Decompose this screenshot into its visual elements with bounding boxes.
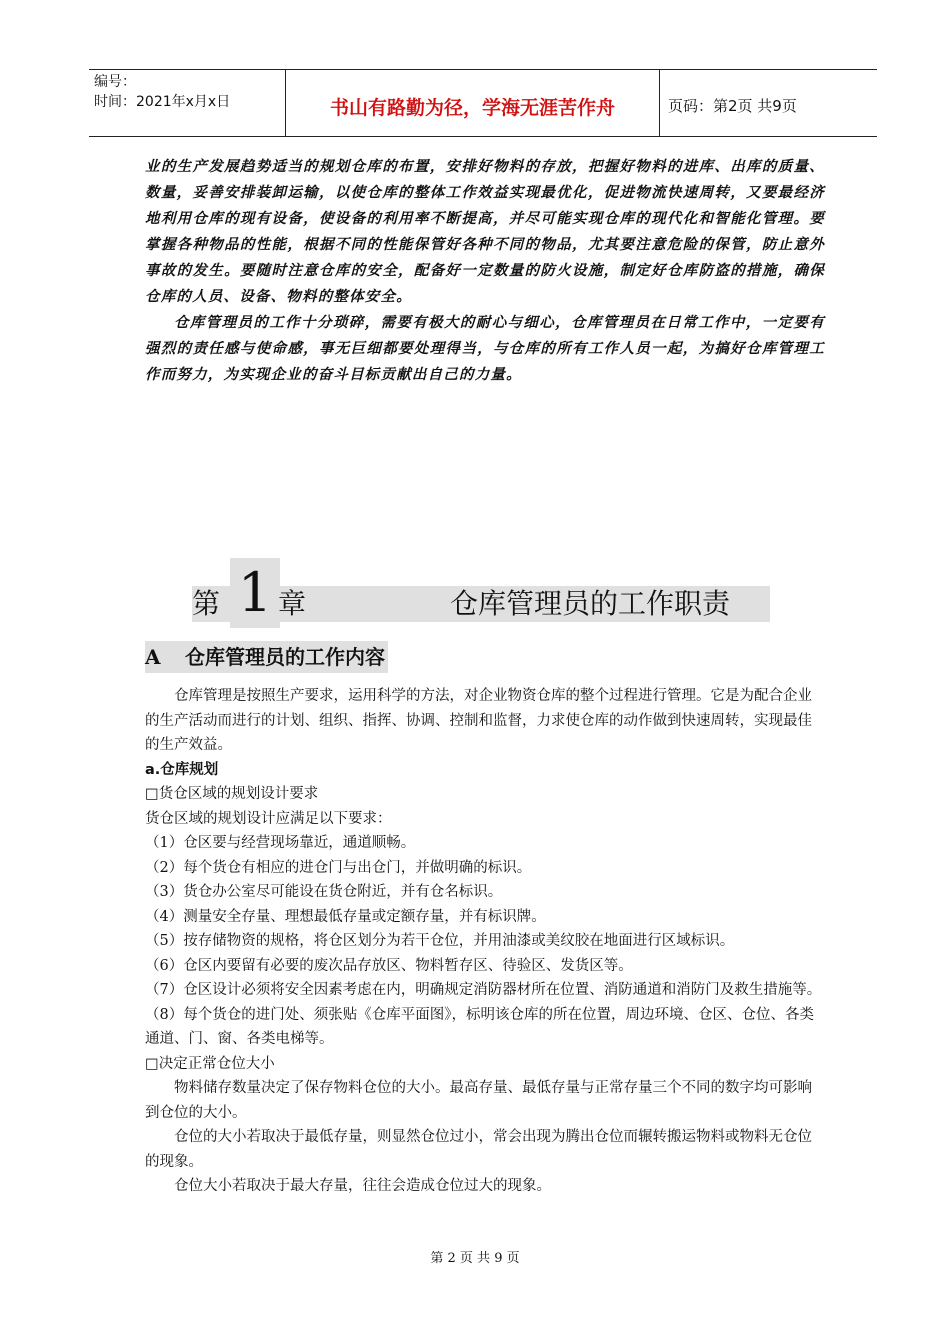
sub-heading: a.仓库规划 [145, 761, 219, 778]
time-label: 时间：2021年x月x日 [94, 94, 231, 110]
section-title: 仓库管理员的工作内容 [185, 645, 385, 669]
header-motto: 书山有路勤为径，学海无涯苦作舟 [286, 70, 660, 136]
chapter-suffix: 章 [278, 587, 307, 620]
page-footer: 第 2 页 共 9 页 [430, 1251, 520, 1266]
paragraph-3: 仓位大小若取决于最大存量，往往会造成仓位过大的现象。 [174, 1178, 551, 1194]
bullet-2: □决定正常仓位大小 [145, 1055, 275, 1072]
body-text [145, 684, 825, 1199]
chapter-title: 仓库管理员的工作职责 [450, 587, 731, 620]
list-item: （3）货仓办公室尽可能设在货仓附近，并有仓名标识。 [145, 884, 503, 900]
page-header [89, 69, 877, 137]
intro-paragraph-1: 业的生产发展趋势适当的规划仓库的布置，安排好物料的存放，把握好物料的进库、出库的质量、数量，妥善安排装卸运输，以使仓库的整体工作效益实现最优化，促进物流快速周转，又要最经济地利用仓库的现有设备，使设备的利用率不断提高，并尽可能实现仓库的现代化和智能化管理。要掌握各种物品的性能，根据不同的性能保管好各种不同的物品，尤其要注意危险的保管，防止意外事故的发生。要随时注意仓库的安全，配备好一定数量的防火设施，制定好仓库防盗的措施，确保仓库的人员、设备、物料的整体安全。 [145, 159, 825, 305]
intro-paragraph-2: 仓库管理员的工作十分琐碎，需要有极大的耐心与细心，仓库管理员在日常工作中，一定要有强烈的责任感与使命感，事无巨细都要处理得当，与仓库的所有工作人员一起，为搞好仓库管理工作而努力，为实现企业的奋斗目标贡献出自己的力量。 [145, 315, 825, 383]
header-page-info: 页码：第2页 共9页 [668, 96, 797, 115]
paragraph-1: 物料储存数量决定了保存物料仓位的大小。最高存量、最低存量与正常存量三个不同的数字均可影响到仓位的大小。 [145, 1080, 812, 1121]
list-item: （5）按存储物资的规格，将仓区划分为若干仓位，并用油漆或美纹胶在地面进行区域标识。 [145, 933, 735, 949]
list-item: （7）仓区设计必须将安全因素考虑在内，明确规定消防器材所在位置、消防通道和消防门及救生措施等。 [145, 982, 822, 998]
list-item: （1）仓区要与经营现场靠近，通道顺畅。 [145, 835, 416, 851]
requirements-intro: 货仓区域的规划设计应满足以下要求： [145, 810, 392, 827]
chapter-number: 1 [237, 561, 273, 624]
section-heading [145, 641, 388, 673]
chapter-prefix: 第 [192, 587, 221, 620]
lead-paragraph: 仓库管理是按照生产要求，运用科学的方法，对企业物资仓库的整个过程进行管理。它是为配合企业的生产活动而进行的计划、组织、指挥、协调、控制和监督，力求使仓库的动作做到快速周转，实现最佳的生产效益。 [145, 688, 812, 753]
number-label: 编号： [94, 74, 136, 90]
paragraph-2: 仓位的大小若取决于最低存量，则显然仓位过小，常会出现为腾出仓位而辗转搬运物料或物料无仓位的现象。 [145, 1129, 812, 1170]
section-letter: A [145, 645, 161, 669]
list-item: （4）测量安全存量、理想最低存量或定额存量，并有标识牌。 [145, 908, 546, 925]
list-item: （2）每个货仓有相应的进仓门与出仓门，并做明确的标识。 [145, 859, 532, 876]
list-item: （8）每个货仓的进门处、须张贴《仓库平面图》，标明该仓库的所在位置，周边环境、仓区、仓位、各类通道、门、窗、各类电梯等。 [145, 1006, 814, 1047]
header-meta [89, 70, 286, 136]
bullet-1: □货仓区域的规划设计要求 [145, 786, 319, 802]
chapter-heading [192, 558, 770, 628]
list-item: （6）仓区内要留有必要的废次品存放区、物料暂存区、待验区、发货区等。 [145, 957, 633, 974]
intro-text [145, 154, 825, 388]
